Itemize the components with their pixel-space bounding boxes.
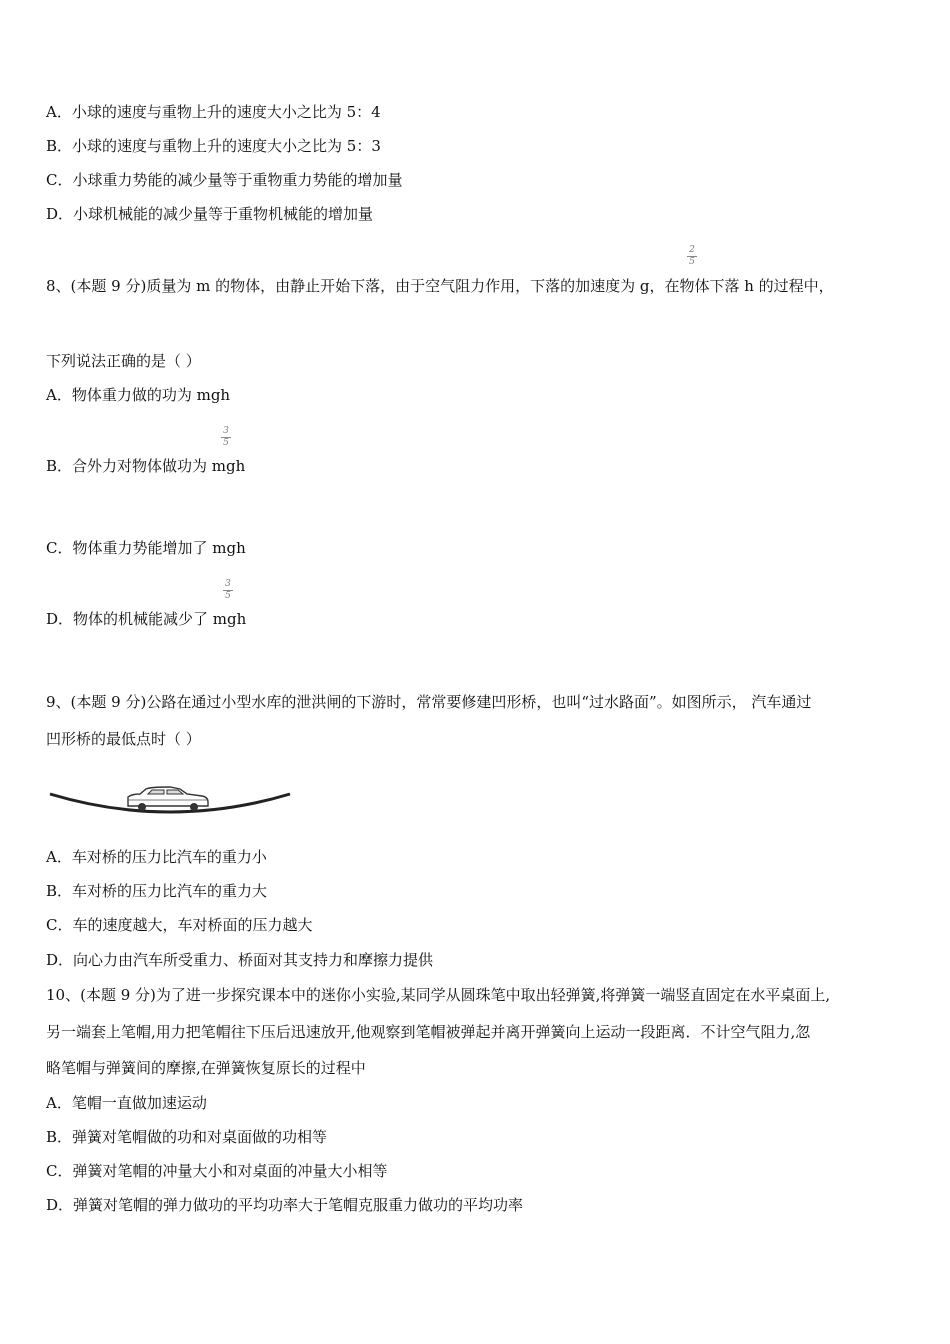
q7-option-c: C．小球重力势能的减少量等于重物重力势能的增加量 (46, 171, 403, 189)
concave-bridge-car-figure (46, 780, 296, 830)
q8-stem-line-2: 下列说法正确的是（ ） (46, 352, 201, 370)
q9-option-c: C．车的速度越大，车对桥面的压力越大 (46, 916, 313, 934)
q8-stem-line-1: 8、(本题 9 分)质量为 m 的物体，由静止开始下落，由于空气阻力作用，下落的加速度为 g，在物体下落 h 的过程中， (46, 277, 834, 295)
q8-option-d: D．物体的机械能减少了 mgh (46, 610, 247, 628)
q8-option-c: C．物体重力势能增加了 mgh (46, 539, 246, 557)
q10-stem-line-1: 10、(本题 9 分)为了进一步探究课本中的迷你小实验,某同学从圆珠笔中取出轻弹簧,将弹簧一端竖直固定在水平桌面上, (46, 986, 831, 1004)
q10-option-c: C．弹簧对笔帽的冲量大小和对桌面的冲量大小相等 (46, 1162, 388, 1180)
q10-option-d: D．弹簧对笔帽的弹力做功的平均功率大于笔帽克服重力做功的平均功率 (46, 1196, 524, 1214)
q8-fraction-b (221, 427, 231, 448)
q8-fraction-d (223, 580, 233, 601)
q10-stem-line-3: 略笔帽与弹簧间的摩擦,在弹簧恢复原长的过程中 (46, 1059, 366, 1077)
q10-stem-line-2: 另一端套上笔帽,用力把笔帽往下压后迅速放开,他观察到笔帽被弹起并离开弹簧向上运动一段距离．不计空气阻力,忽 (46, 1023, 811, 1041)
q8-option-a: A．物体重力做的功为 mgh (46, 386, 231, 404)
q9-stem-line-2: 凹形桥的最低点时（ ） (46, 730, 201, 748)
q9-option-a: A．车对桥的压力比汽车的重力小 (46, 848, 267, 866)
fraction-numerator: 3 (225, 579, 231, 589)
q9-option-b: B．车对桥的压力比汽车的重力大 (46, 882, 268, 900)
q9-option-d: D．向心力由汽车所受重力、桥面对其支持力和摩擦力提供 (46, 951, 434, 969)
car-icon (128, 787, 208, 811)
q7-option-d: D．小球机械能的减少量等于重物机械能的增加量 (46, 205, 374, 223)
fraction-denominator: 5 (225, 591, 231, 601)
q9-stem-line-1: 9、(本题 9 分)公路在通过小型水库的泄洪闸的下游时，常常要修建凹形桥，也叫“过水路面”。如图所示， 汽车通过 (46, 693, 812, 711)
fraction-numerator: 2 (689, 245, 695, 255)
q10-option-b: B．弹簧对笔帽做的功和对桌面做的功相等 (46, 1128, 328, 1146)
fraction-denominator: 5 (689, 257, 695, 267)
fraction-denominator: 5 (223, 438, 229, 448)
q8-option-b: B．合外力对物体做功为 mgh (46, 457, 246, 475)
q10-option-a: A．笔帽一直做加速运动 (46, 1094, 207, 1112)
fraction-numerator: 3 (223, 426, 229, 436)
q7-option-a: A．小球的速度与重物上升的速度大小之比为 5：4 (46, 103, 381, 121)
q8-fraction-g (687, 246, 697, 267)
q7-option-b: B．小球的速度与重物上升的速度大小之比为 5：3 (46, 137, 381, 155)
